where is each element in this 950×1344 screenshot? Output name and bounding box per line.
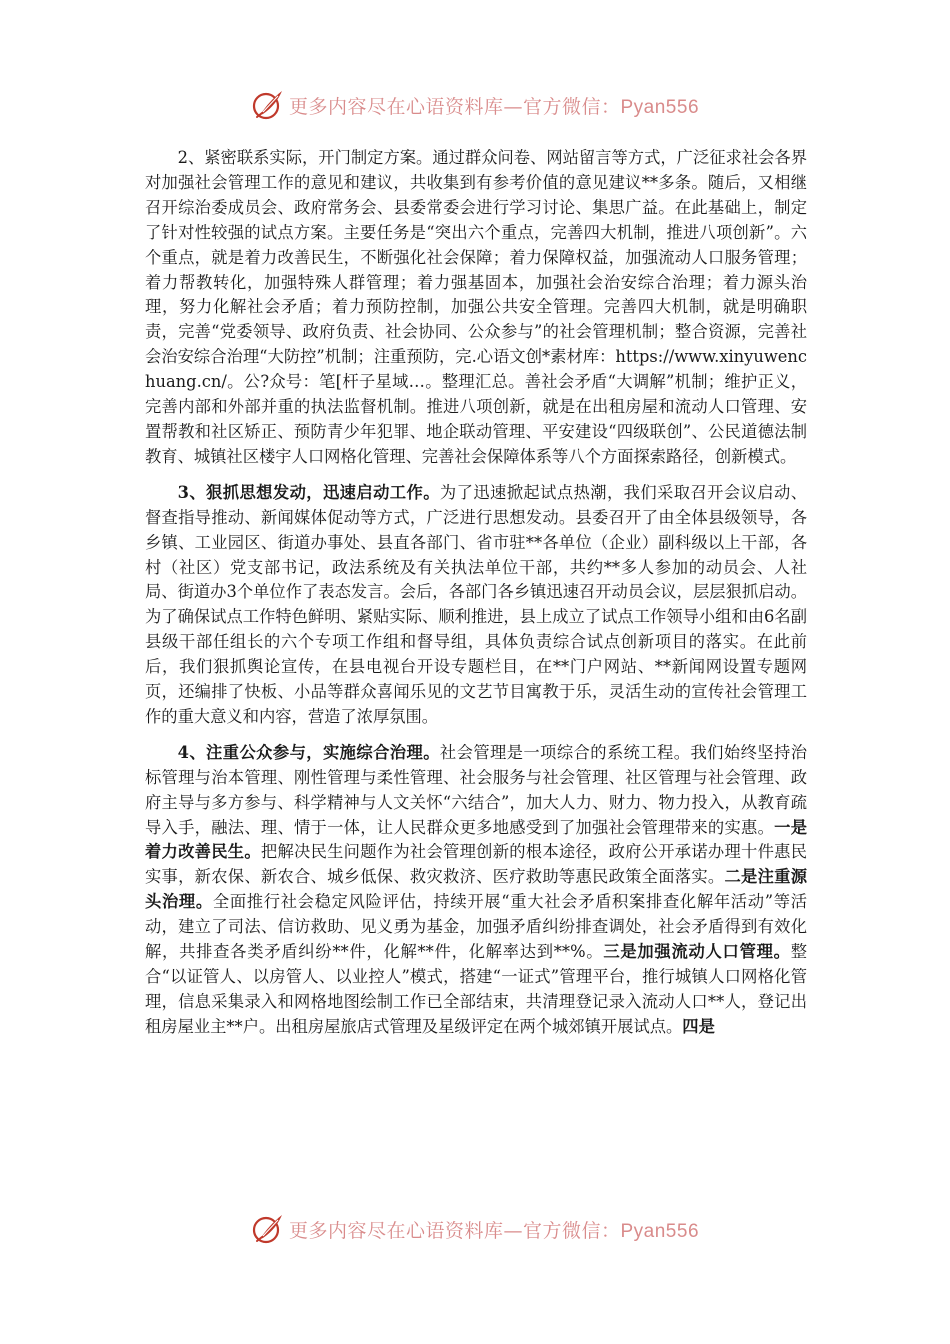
bold-heading-run: 4、注重公众参与，实施综合治理。 (177, 742, 440, 762)
paragraph-2 (145, 146, 807, 470)
watermark-text (289, 1216, 699, 1243)
footer-watermark-banner (0, 1209, 950, 1249)
header-watermark-banner (0, 85, 950, 125)
text-run: 社会管理是一项综合的系统工程。我们始终坚持治标管理与治本管理、刚性管理与柔性管理、社会服务与社会管理、社区管理与社会管理、政府主导与多方参与、科学精神与人文关怀“六结合”，加大人力、财力、物力投入，从教育疏导入手，融法、理、情于一体，让人民群众更多地感受到了加强社会管理带来的实惠。 (145, 742, 807, 837)
document-body (145, 146, 807, 1051)
feather-quill-logo-icon (251, 88, 285, 122)
watermark-wechat-id: Pyan556 (620, 1220, 700, 1242)
text-run: 整合“以证管人、以房管人、以业控人”模式，搭建“一证式”管理平台，推行城镇人口网格化管理，信息采集录入和网格地图绘制工作已全部结束，共清理登记录入流动人口**人，登记出租房屋业主**户。出租房屋旅店式管理及星级评定在两个城郊镇开展试点。 (145, 942, 807, 1036)
watermark-text-cn: 更多内容尽在心语资料库—官方微信： (288, 95, 621, 118)
watermark-wechat-id: Pyan556 (620, 96, 700, 118)
bold-heading-run: 一是着力改善民生。 (145, 817, 807, 862)
bold-heading-run: 三是加强流动人口管理。 (603, 942, 791, 962)
feather-quill-logo-icon (251, 1212, 285, 1246)
text-run: 为了迅速掀起试点热潮，我们采取召开会议启动、督查指导推动、新闻媒体促动等方式，广泛进行思想发动。县委召开了由全体县级领导，各乡镇、工业园区、街道办事处、县直各部门、省市驻**各单位（企业）副科级以上干部，各村（社区）党支部书记，政法系统及有关执法单位干部，共约**多人参加的动员会、人社局、街道办3个单位作了表态发言。会后，各部门各乡镇迅速召开动员会议，层层狠抓启动。为了确保试点工作特色鲜明、紧贴实际、顺利推进，县上成立了试点工作领导小组和由6名副县级干部任组长的六个专项工作组和督导组，具体负责综合试点创新项目的落实。在此前后，我们狠抓舆论宣传，在县电视台开设专题栏目，在**门户网站、**新闻网设置专题网页，还编排了快板、小品等群众喜闻乐见的文艺节目寓教于乐，灵活生动的宣传社会管理工作的重大意义和内容，营造了浓厚氛围。 (145, 482, 807, 726)
bold-heading-run: 3、狠抓思想发动，迅速启动工作。 (177, 482, 440, 502)
bold-heading-run: 四是 (682, 1016, 715, 1036)
bold-heading-run: 二是注重源头治理。 (145, 867, 807, 912)
watermark-text (289, 92, 699, 119)
text-run: 全面推行社会稳定风险评估，持续开展“重大社会矛盾积案排查化解年活动”等活动，建立了司法、信访救助、见义勇为基金，加强矛盾纠纷排查调处，社会矛盾得到有效化解，共排查各类矛盾纠纷**件，化解**件，化解率达到**%。 (145, 892, 807, 962)
text-run: 2、紧密联系实际，开门制定方案。通过群众问卷、网站留言等方式，广泛征求社会各界对加强社会管理工作的意见和建议，共收集到有参考价值的意见建议**多条。随后，又相继召开综治委成员会、政府常务会、县委常委会进行学习讨论、集思广益。在此基础上，制定了针对性较强的试点方案。主要任务是“突出六个重点，完善四大机制，推进八项创新”。六个重点，就是着力改善民生，不断强化社会保障；着力保障权益，加强流动人口服务管理；着力帮教转化，加强特殊人群管理；着力强基固本，加强社会治安综合治理；着力源头治理，努力化解社会矛盾；着力预防控制，加强公共安全管理。完善四大机制，就是明确职责，完善“党委领导、政府负责、社会协同、公众参与”的社会管理机制；整合资源，完善社会治安综合治理“大防控”机制；注重预防，完.心语文创*素材库：https://www.xinyuwenchuang.cn/。公?众号：笔[杆子星域…。整理汇总。善社会矛盾“大调解”机制；维护正义，完善内部和外部并重的执法监督机制。推进八项创新，就是在出租房屋和流动人口管理、安置帮教和社区矫正、预防青少年犯罪、地企联动管理、平安建设“四级联创”、公民道德法制教育、城镇社区楼宇人口网格化管理、完善社会保障体系等八个方面探索路径，创新模式。 (145, 148, 807, 466)
text-run: 把解决民生问题作为社会管理创新的根本途径，政府公开承诺办理十件惠民实事，新农保、新农合、城乡低保、救灾救济、医疗救助等惠民政策全面落实。 (145, 842, 807, 887)
paragraph-4 (145, 741, 807, 1040)
watermark-text-cn: 更多内容尽在心语资料库—官方微信： (288, 1219, 621, 1242)
paragraph-3 (145, 481, 807, 730)
